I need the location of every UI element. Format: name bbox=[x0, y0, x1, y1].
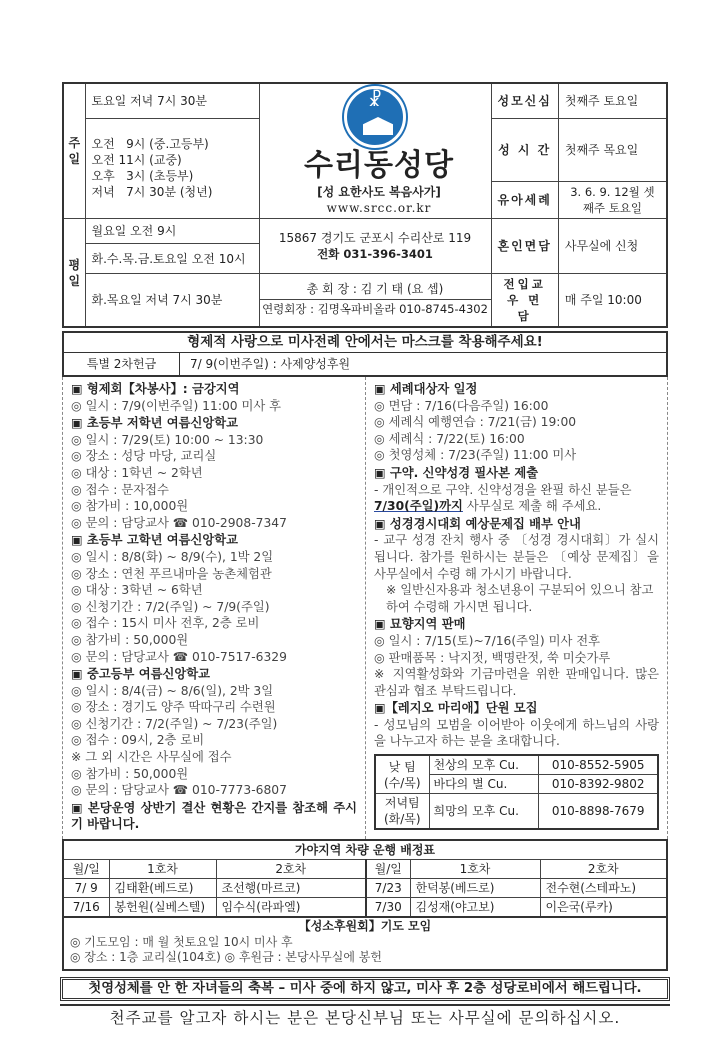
phone: 전화 031-396-3401 bbox=[317, 247, 433, 261]
sunday-mass-times bbox=[85, 118, 259, 219]
website-link[interactable]: www.srcc.or.kr bbox=[326, 201, 432, 215]
list-item: ◎ 접수 : 문자접수 bbox=[71, 482, 169, 497]
info-value: 첫째주 목요일 bbox=[558, 118, 667, 182]
driver: 이은국(루카) bbox=[540, 898, 667, 918]
list-item: ◎ 접수 : 15시 미사 전후, 2층 로비 bbox=[71, 616, 260, 631]
list-item: ◎ 장소 : 1층 교리실(104호) ◎ 후원금 : 본당사무실에 봉헌 bbox=[70, 950, 382, 965]
section-title: ▣ 세례대상자 일정 bbox=[374, 382, 478, 396]
info-label: 혼인면담 bbox=[491, 219, 558, 274]
list-item: ◎ 장소 : 연천 푸르내마을 농촌체험관 bbox=[71, 566, 272, 581]
list-item: ◎ 문의 : 담당교사 ☎ 010-2908-7347 bbox=[71, 515, 287, 530]
list-item: ◎ 일시 : 7/29(토) 10:00 ~ 13:30 bbox=[71, 432, 264, 447]
bulletin bbox=[62, 82, 668, 1048]
mass-time: 오전 9시 (중.고등부) bbox=[91, 137, 209, 152]
section-title: ▣ 성경경시대회 예상문제집 배부 안내 bbox=[374, 516, 581, 531]
address: 15867 경기도 군포시 수리산로 119 bbox=[278, 231, 472, 245]
left-column bbox=[62, 377, 366, 839]
right-column bbox=[366, 377, 668, 839]
date: 7/ 9 bbox=[63, 879, 109, 898]
mass-time: 화.수.목.금.토요일 오전 10시 bbox=[85, 244, 259, 274]
paragraph bbox=[374, 482, 659, 515]
list-item: ◎ 참가비 : 50,000원 bbox=[71, 766, 189, 781]
list-item: ◎ 첫영성체 : 7/23(주일) 11:00 미사 bbox=[374, 448, 577, 463]
mask-notice: 형제적 사랑으로 미사전례 안에서는 마스크를 착용해주세요! bbox=[62, 331, 668, 353]
driver: 한덕봉(베드로) bbox=[410, 879, 540, 898]
list-item: ◎ 일시 : 8/8(화) ~ 8/9(수), 1박 2일 bbox=[71, 549, 274, 564]
paragraph: - 성모님의 모범을 이어받아 이웃에게 하느님의 사랑을 나누고자 하는 분을 초대합니다. bbox=[374, 717, 659, 749]
table-row bbox=[63, 879, 667, 898]
mass-time: 토요일 저녁 7시 30분 bbox=[85, 83, 259, 118]
list-item: ◎ 문의 : 담당교사 ☎ 010-7773-6807 bbox=[71, 783, 287, 798]
footer-notice: 천주교를 알고자 하시는 분은 본당신부님 또는 사무실에 문의하십시오. bbox=[60, 1004, 670, 1028]
leaders bbox=[259, 274, 491, 328]
mass-time: 오전 11시 (교중) bbox=[91, 153, 182, 168]
driver: 조선행(마르코) bbox=[216, 879, 366, 898]
list-item: ◎ 신청기간 : 7/2(주일) ~ 7/9(주일) bbox=[71, 599, 270, 614]
list-item: ◎ 접수 : 09시, 2층 로비 bbox=[71, 733, 205, 748]
section-title: ▣【레지오 마리애】단원 모집 bbox=[374, 701, 538, 716]
list-item: ◎ 세례식 예행연습 : 7/21(금) 19:00 bbox=[374, 415, 577, 430]
list-item: ◎ 참가비 : 50,000원 bbox=[71, 632, 189, 647]
legio-table bbox=[374, 754, 659, 830]
section-title: ▣ 본당운영 상반기 결산 현황은 간지를 참조해 주시기 바랍니다. bbox=[71, 800, 357, 832]
driver: 임수식(라파엘) bbox=[216, 898, 366, 918]
info-label: 전입교우 면 담 bbox=[491, 274, 558, 328]
announcement-columns bbox=[62, 377, 668, 839]
prayer-title: 【성소후원회】기도 모임 bbox=[298, 919, 432, 934]
list-item: ◎ 장소 : 성당 마당, 교리실 bbox=[71, 449, 217, 464]
driver: 봉헌원(실베스텔) bbox=[109, 898, 216, 918]
address-block bbox=[259, 219, 491, 274]
mass-time: 월요일 오전 9시 bbox=[85, 219, 259, 244]
section-title: ▣ 묘향지역 판매 bbox=[374, 617, 466, 632]
list-item: ◎ 면담 : 7/16(다음주일) 16:00 bbox=[374, 398, 549, 413]
section-title: ▣ 중고등부 여름신앙학교 bbox=[71, 667, 210, 682]
cu-phone: 010-8552-5905 bbox=[539, 755, 658, 775]
church-name: 수리동성당 bbox=[304, 148, 454, 183]
section-title: ▣ 구약. 신약성경 필사본 제출 bbox=[374, 465, 539, 480]
list-item: ◎ 대상 : 1학년 ~ 2학년 bbox=[71, 465, 203, 480]
section-title: ▣ 초등부 저학년 여름신앙학교 bbox=[71, 416, 239, 431]
list-item: ※ 그 외 시간은 사무실에 접수 bbox=[71, 750, 232, 765]
team-label: 낮 팀 (수/목) bbox=[375, 755, 429, 794]
special-offering-value: 7/ 9(이번주일) : 사제양성후원 bbox=[190, 357, 351, 371]
church-logo-icon bbox=[344, 86, 406, 148]
cu-phone: 010-8898-7679 bbox=[539, 794, 658, 830]
church-title-block bbox=[259, 83, 491, 219]
cu-phone: 010-8392-9802 bbox=[539, 775, 658, 794]
column-header: 1호차 bbox=[109, 860, 216, 879]
team-label: 저녁팀 (화/목) bbox=[375, 794, 429, 830]
deadline: 7/30(주일)까지 bbox=[374, 499, 463, 514]
date: 7/16 bbox=[63, 898, 109, 918]
patron: [성 요한사도 복음사가] bbox=[317, 185, 441, 199]
list-item: ◎ 일시 : 7/9(이번주일) 11:00 미사 후 bbox=[71, 398, 282, 413]
driver: 전수현(스테파노) bbox=[540, 879, 667, 898]
cu-name: 천상의 모후 Cu. bbox=[429, 755, 539, 775]
driver: 김태환(베드로) bbox=[109, 879, 216, 898]
column-header: 월/일 bbox=[63, 860, 109, 879]
column-header: 2호차 bbox=[216, 860, 366, 879]
note: ※ 지역활성화와 기금마련을 위한 판매입니다. 많은 관심과 협조 부탁드립니다. bbox=[374, 667, 659, 698]
mass-time: 화.목요일 저녁 7시 30분 bbox=[85, 274, 259, 328]
info-label: 유아세례 bbox=[491, 182, 558, 219]
info-value: 3. 6. 9. 12월 셋째주 토요일 bbox=[558, 182, 667, 219]
driver: 김성재(야고보) bbox=[410, 898, 540, 918]
list-item: ◎ 일시 : 7/15(토)~7/16(주일) 미사 전후 bbox=[374, 633, 601, 648]
list-item: ◎ 판매품목 : 낙지젓, 백명란젓, 쑥 미숫가루 bbox=[374, 650, 611, 665]
text: - 개인적으로 구약. 신약성경을 완필 하신 분들은 bbox=[374, 482, 632, 497]
list-item: ◎ 참가비 : 10,000원 bbox=[71, 499, 189, 514]
column-header: 1호차 bbox=[410, 860, 540, 879]
column-header: 2호차 bbox=[540, 860, 667, 879]
paragraph: - 교구 성경 잔치 행사 중 〔성경 경시대회〕가 실시됩니다. 참가를 원하시는 분들은 〔예상 문제집〕을 사무실에서 수령 해 가시기 바랍니다. bbox=[374, 533, 659, 581]
list-item: ◎ 일시 : 8/4(금) ~ 8/6(일), 2박 3일 bbox=[71, 683, 274, 698]
special-offering-label: 특별 2차헌금 bbox=[64, 353, 180, 375]
info-label: 성모신심 bbox=[491, 83, 558, 118]
list-item: ◎ 문의 : 담당교사 ☎ 010-7517-6329 bbox=[71, 649, 287, 664]
note: ※ 일반신자용과 청소년용이 구분되어 있으니 참고하여 수령해 가시면 됩니다. bbox=[386, 583, 654, 614]
list-item: ◎ 기도모임 : 매 월 첫토요일 10시 미사 후 bbox=[70, 934, 293, 949]
header-table bbox=[62, 82, 668, 328]
car-schedule-table bbox=[62, 839, 668, 918]
text: 사무실로 제출 해 주세요. bbox=[462, 499, 602, 514]
table-row bbox=[63, 898, 667, 918]
section-title: ▣ 형제회【차봉사】: 금강지역 bbox=[71, 382, 240, 396]
mass-time: 저녁 7시 30분 (청년) bbox=[91, 185, 213, 200]
list-item: ◎ 장소 : 경기도 양주 딱따구리 수련원 bbox=[71, 700, 276, 715]
list-item: ◎ 신청기간 : 7/2(주일) ~ 7/23(주일) bbox=[71, 716, 278, 731]
president: 총 회 장 : 김 기 태 (요 셉) bbox=[260, 280, 491, 300]
mass-time: 오후 3시 (초등부) bbox=[91, 169, 194, 184]
list-item: ◎ 대상 : 3학년 ~ 6학년 bbox=[71, 583, 203, 598]
date: 7/23 bbox=[366, 879, 410, 898]
blessing-notice: 첫영성체를 안 한 자녀들의 축복 – 미사 중에 하지 않고, 미사 후 2층 성당로비에서 해드립니다. bbox=[60, 977, 670, 1001]
info-label: 성 시 간 bbox=[491, 118, 558, 182]
special-offering bbox=[62, 353, 668, 377]
cu-name: 희망의 모후 Cu. bbox=[429, 794, 539, 830]
memorial-president: 연령회장 : 김명옥파비올라 010-8745-4302 bbox=[262, 302, 488, 316]
section-title: ▣ 초등부 고학년 여름신앙학교 bbox=[71, 533, 239, 548]
sunday-label: 주일 bbox=[63, 83, 85, 219]
date: 7/30 bbox=[366, 898, 410, 918]
prayer-meeting bbox=[62, 918, 668, 971]
info-value: 사무실에 신청 bbox=[558, 219, 667, 274]
cu-name: 바다의 별 Cu. bbox=[429, 775, 539, 794]
info-value: 첫째주 토요일 bbox=[558, 83, 667, 118]
column-header: 월/일 bbox=[366, 860, 410, 879]
info-value: 매 주일 10:00 bbox=[558, 274, 667, 328]
weekday-label: 평일 bbox=[63, 219, 85, 328]
list-item: ◎ 세례식 : 7/22(토) 16:00 bbox=[374, 431, 525, 446]
table-title: 가야지역 차량 운행 배정표 bbox=[63, 840, 667, 860]
